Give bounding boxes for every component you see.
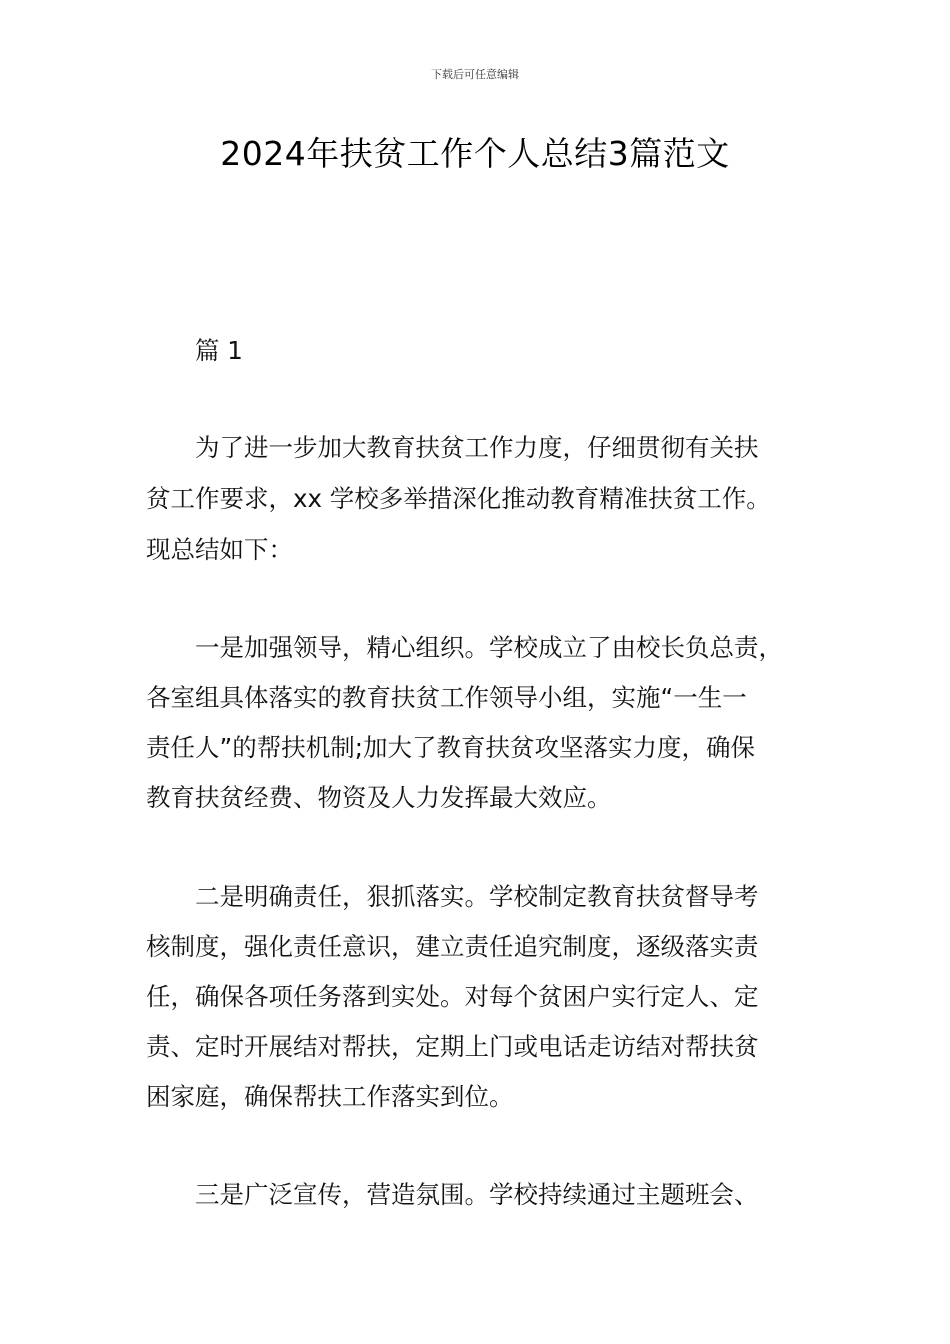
- paragraph-line: 一是加强领导，精心组织。学校成立了由校长负总责，: [195, 633, 783, 662]
- paragraph-line: 贫工作要求，xx 学校多举措深化推动教育精准扶贫工作。: [146, 484, 771, 513]
- paragraph-line: 责任人”的帮扶机制;加大了教育扶贫攻坚落实力度，确保: [146, 733, 755, 762]
- paragraph-line: 教育扶贫经费、物资及人力发挥最大效应。: [146, 783, 612, 812]
- paragraph-line: 三是广泛宣传，营造氛围。学校持续通过主题班会、: [195, 1180, 759, 1209]
- paragraph-line: 核制度，强化责任意识，建立责任追究制度，逐级落实责: [146, 932, 759, 961]
- paragraph-line: 二是明确责任，狠抓落实。学校制定教育扶贫督导考: [195, 882, 759, 911]
- paragraph-line: 现总结如下：: [146, 535, 293, 564]
- paragraph-line: 困家庭，确保帮扶工作落实到位。: [146, 1082, 514, 1111]
- section-label: 篇 1: [195, 336, 243, 365]
- paragraph-line: 任，确保各项任务落到实处。对每个贫困户实行定人、定: [146, 982, 759, 1011]
- paragraph-line: 责、定时开展结对帮扶，定期上门或电话走访结对帮扶贫: [146, 1032, 759, 1061]
- document-title: 2024年扶贫工作个人总结3篇范文: [220, 134, 730, 173]
- paragraph-line: 各室组具体落实的教育扶贫工作领导小组，实施“一生一: [146, 683, 747, 712]
- paragraph-line: 为了进一步加大教育扶贫工作力度，仔细贯彻有关扶: [195, 433, 759, 462]
- header-note: 下载后可任意编辑: [431, 68, 519, 81]
